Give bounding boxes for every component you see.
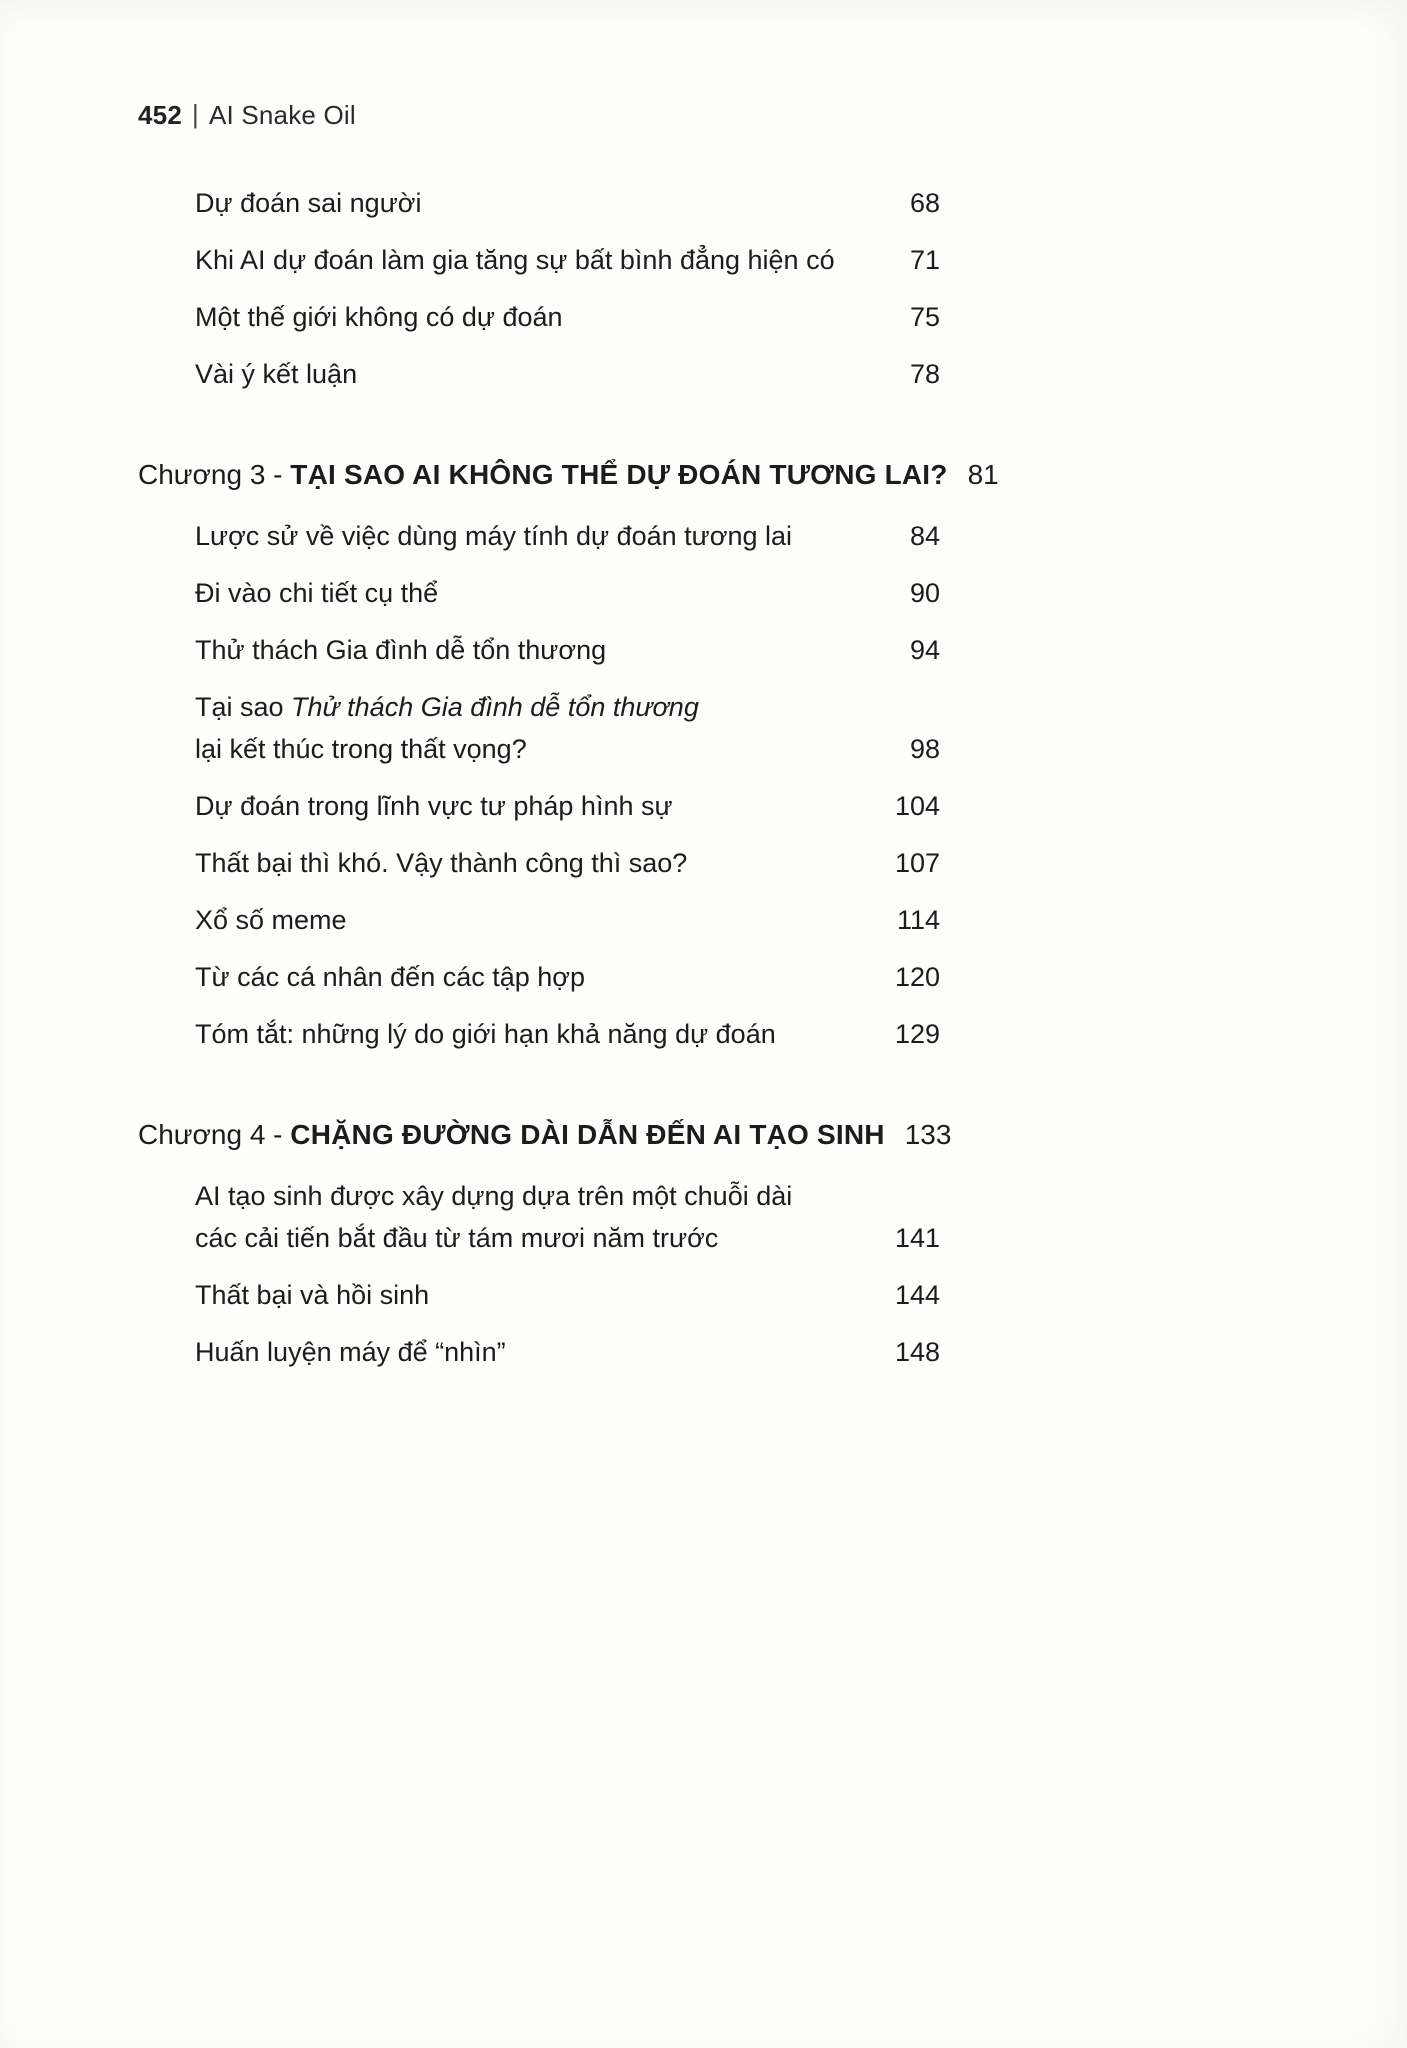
toc-entry-segment: Khi AI dự đoán làm gia tăng sự bất bình đẳng hiện có <box>195 245 835 275</box>
toc-entry-title <box>138 1013 776 1055</box>
toc-entry-line <box>195 515 792 557</box>
toc-entry-row <box>138 842 940 884</box>
toc-page-number: 104 <box>894 791 940 821</box>
toc-chapter-title <box>138 1113 885 1157</box>
chapter-title-text: TẠI SAO AI KHÔNG THỂ DỰ ĐOÁN TƯƠNG LAI? <box>290 459 948 490</box>
toc-entry-row <box>138 515 940 557</box>
toc-entry-line <box>195 1274 429 1316</box>
toc-entry-segment: Thất bại và hồi sinh <box>195 1280 430 1310</box>
toc-entry-line <box>195 629 606 671</box>
running-header <box>138 100 356 131</box>
toc-page-number: 129 <box>894 1019 940 1049</box>
toc-entry-segment-italic: Thử thách Gia đình dễ tổn thương <box>291 692 699 722</box>
toc-entry-title <box>138 572 438 614</box>
toc-page-number: 114 <box>896 905 940 935</box>
toc-entry-title <box>138 353 357 395</box>
toc-entry-segment: Dự đoán trong lĩnh vực tư pháp hình sự <box>195 791 673 821</box>
toc-entry-row <box>138 629 940 671</box>
page-number-header: 452 <box>138 100 182 130</box>
toc-entry-segment: Đi vào chi tiết cụ thể <box>195 578 439 608</box>
toc-entry-line <box>195 956 585 998</box>
toc-entry-title <box>138 686 699 770</box>
toc-entry-row <box>138 296 940 338</box>
toc-page-number: 148 <box>894 1337 940 1367</box>
toc-page-number: 107 <box>894 848 940 878</box>
toc-entry-title <box>138 842 687 884</box>
toc-entry-row <box>138 239 940 281</box>
toc-entry-line <box>195 353 357 395</box>
toc-chapter-row <box>138 453 999 497</box>
header-separator: | <box>191 99 199 129</box>
toc-page-number: 75 <box>909 302 940 332</box>
toc-entry-segment: Vài ý kết luận <box>195 359 358 389</box>
toc-entry-row <box>138 1331 940 1373</box>
toc-page-number: 81 <box>967 459 999 490</box>
toc-page-number: 144 <box>894 1280 940 1310</box>
toc-entry-title <box>138 629 606 671</box>
toc-entry-row <box>138 785 940 827</box>
toc-page-number: 90 <box>909 578 940 608</box>
toc-entry-row <box>138 1013 940 1055</box>
toc-entry-row <box>138 1175 940 1259</box>
toc-entry-segment: Dự đoán sai người <box>195 188 422 218</box>
toc-entry-title <box>138 1274 429 1316</box>
toc-entry-line <box>195 1013 776 1055</box>
toc-entry-title <box>138 515 792 557</box>
toc-entry-title <box>138 956 585 998</box>
toc-entry-segment: các cải tiến bắt đầu từ tám mươi năm trước <box>195 1223 719 1253</box>
toc-page-number: 120 <box>894 962 940 992</box>
chapter-prefix: Chương 3 - <box>138 459 291 490</box>
toc-entry-segment: Huấn luyện máy để “nhìn” <box>195 1337 506 1367</box>
toc-page-number: 133 <box>904 1119 952 1150</box>
chapter-prefix: Chương 4 - <box>138 1119 291 1150</box>
toc-entry-title <box>138 182 421 224</box>
toc-entry-segment: Tại sao <box>195 692 292 722</box>
toc-entry-line <box>195 728 699 770</box>
toc-entry-title <box>138 899 347 941</box>
toc-entry-line <box>195 686 699 728</box>
toc-entry-title <box>138 239 835 281</box>
toc-entry-row <box>138 899 940 941</box>
toc-entry-segment: Lược sử về việc dùng máy tính dự đoán tương lai <box>195 521 793 551</box>
toc-entry-segment: Xổ số meme <box>195 905 347 935</box>
toc-chapter-line <box>138 453 948 497</box>
toc-page-number: 68 <box>909 188 940 218</box>
toc-chapter-line <box>138 1113 885 1157</box>
toc-entry-segment: Tóm tắt: những lý do giới hạn khả năng dự đoán <box>195 1019 776 1049</box>
toc-page-number: 78 <box>909 359 940 389</box>
toc-entry-row <box>138 353 940 395</box>
toc-entry-line <box>195 899 347 941</box>
toc-list <box>138 182 999 1388</box>
toc-entry-line <box>195 1217 792 1259</box>
toc-entry-segment: Một thế giới không có dự đoán <box>195 302 563 332</box>
toc-entry-line <box>195 239 835 281</box>
toc-page-number: 71 <box>909 245 940 275</box>
toc-page-number: 141 <box>894 1223 940 1253</box>
toc-entry-line <box>195 785 673 827</box>
toc-entry-segment: Thử thách Gia đình dễ tổn thương <box>195 635 607 665</box>
toc-entry-row <box>138 1274 940 1316</box>
toc-entry-line <box>195 572 438 614</box>
toc-entry-line <box>195 1175 792 1217</box>
toc-entry-segment: Từ các cá nhân đến các tập hợp <box>195 962 586 992</box>
toc-entry-row <box>138 572 940 614</box>
toc-page-number: 84 <box>909 521 940 551</box>
toc-entry-line <box>195 842 687 884</box>
toc-entry-line <box>195 1331 506 1373</box>
toc-entry-title <box>138 296 563 338</box>
chapter-title-text: CHẶNG ĐƯỜNG DÀI DẪN ĐẾN AI TẠO SINH <box>290 1119 885 1150</box>
toc-entry-row <box>138 956 940 998</box>
toc-entry-line <box>195 182 421 224</box>
toc-entry-segment: Thất bại thì khó. Vậy thành công thì sao? <box>195 848 688 878</box>
toc-entry-segment: AI tạo sinh được xây dựng dựa trên một chuỗi dài <box>195 1181 793 1211</box>
toc-entry-row <box>138 182 940 224</box>
toc-entry-segment: lại kết thúc trong thất vọng? <box>195 734 527 764</box>
book-title: AI Snake Oil <box>208 100 356 130</box>
toc-entry-title <box>138 1331 506 1373</box>
toc-page-number: 98 <box>909 734 940 764</box>
toc-entry-line <box>195 296 563 338</box>
toc-chapter-title <box>138 453 948 497</box>
toc-entry-row <box>138 686 940 770</box>
toc-page-number: 94 <box>909 635 940 665</box>
toc-entry-title <box>138 1175 792 1259</box>
toc-chapter-row <box>138 1113 952 1157</box>
toc-entry-title <box>138 785 673 827</box>
